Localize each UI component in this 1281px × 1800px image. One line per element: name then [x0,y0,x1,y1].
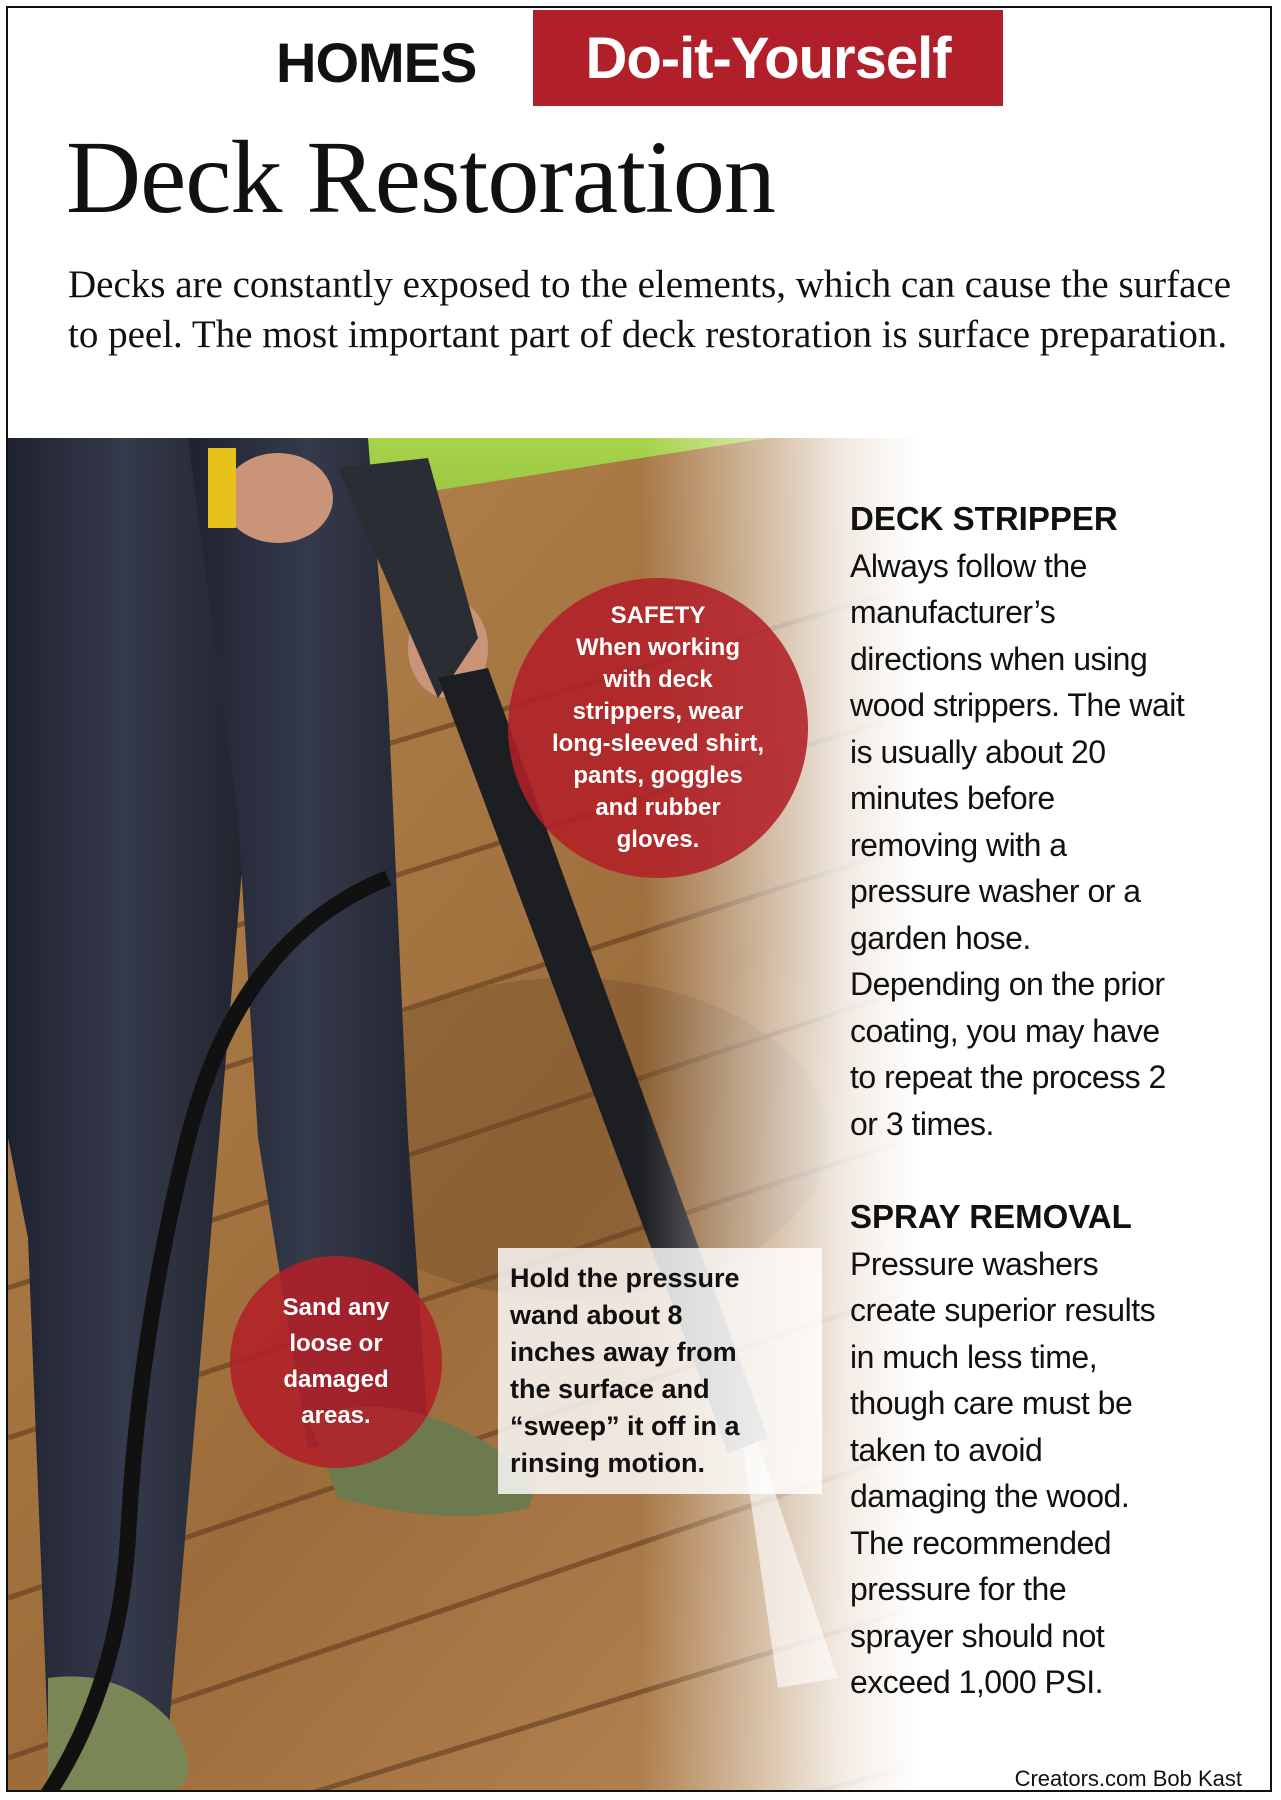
sand-line: Sand any [282,1294,390,1321]
page-title: Deck Restoration [66,120,775,235]
deck-stripper-line: garden hose. [850,919,1031,956]
sand-callout [230,1256,442,1468]
safety-line: and rubber [595,794,721,821]
spray-removal-line: damaging the wood. [850,1478,1130,1514]
spray-removal-heading: SPRAY REMOVAL [850,1198,1132,1235]
spray-removal-line: pressure for the [850,1571,1067,1607]
safety-line: When working [576,634,740,661]
deck-stripper-line: directions when using [850,640,1148,677]
safety-line: with deck [603,666,713,693]
deck-stripper-line: manufacturer’s [850,594,1056,630]
deck-stripper-line: minutes before [850,780,1055,816]
safety-line: long-sleeved shirt, [551,730,765,757]
spray-removal-line: The recommended [850,1524,1112,1561]
tip-line: Hold the pressure [510,1263,740,1293]
sand-line: loose or [289,1330,383,1357]
tip-line: “sweep” it off in a [510,1411,740,1441]
deck-stripper-line: is usually about 20 [850,733,1106,770]
deck-stripper-line: removing with a [850,826,1067,863]
pressure-tip-box [498,1248,822,1494]
section-label: HOMES [276,31,477,94]
safety-line: pants, goggles [573,762,743,789]
deck-stripper-line: wood strippers. The wait [850,687,1185,723]
spray-removal-line: taken to avoid [850,1431,1043,1468]
safety-line: strippers, wear [572,698,744,725]
spray-removal-line: Pressure washers [850,1245,1099,1282]
deck-stripper-line: Always follow the [850,547,1087,584]
deck-stripper-line: or 3 times. [850,1105,994,1142]
category-banner: Do-it-Yourself [533,10,1003,106]
tip-line: wand about 8 [510,1300,683,1330]
deck-stripper-line: coating, you may have [850,1012,1160,1049]
deck-stripper-line: to repeat the process 2 [850,1059,1166,1095]
safety-callout [508,578,808,878]
deck-stripper-line: pressure washer or a [850,873,1141,909]
sand-line: damaged [283,1366,389,1393]
tip-line: rinsing motion. [510,1448,705,1478]
safety-line: SAFETY [610,602,706,629]
spray-removal-section [850,1194,1270,1706]
credit-line: Creators.com Bob Kast [1014,1766,1242,1791]
deck-stripper-line: Depending on the prior [850,966,1165,1002]
spray-removal-line: create superior results [850,1292,1156,1328]
deck-stripper-heading: DECK STRIPPER [850,500,1118,537]
spray-removal-line: in much less time, [850,1338,1098,1375]
spray-removal-line: sprayer should not [850,1617,1105,1654]
tip-line: the surface and [510,1374,710,1404]
tip-line: inches away from [510,1337,737,1367]
spray-removal-line: exceed 1,000 PSI. [850,1664,1104,1700]
safety-line: gloves. [616,826,700,853]
sand-line: areas. [301,1402,371,1429]
infographic-frame [6,6,1272,1792]
deck-stripper-section [850,496,1270,1147]
intro-text: Decks are constantly exposed to the elements, which can cause the surface to peel. The most important part of deck restoration is surface preparation. [68,263,1232,356]
spray-removal-line: though care must be [850,1385,1133,1421]
